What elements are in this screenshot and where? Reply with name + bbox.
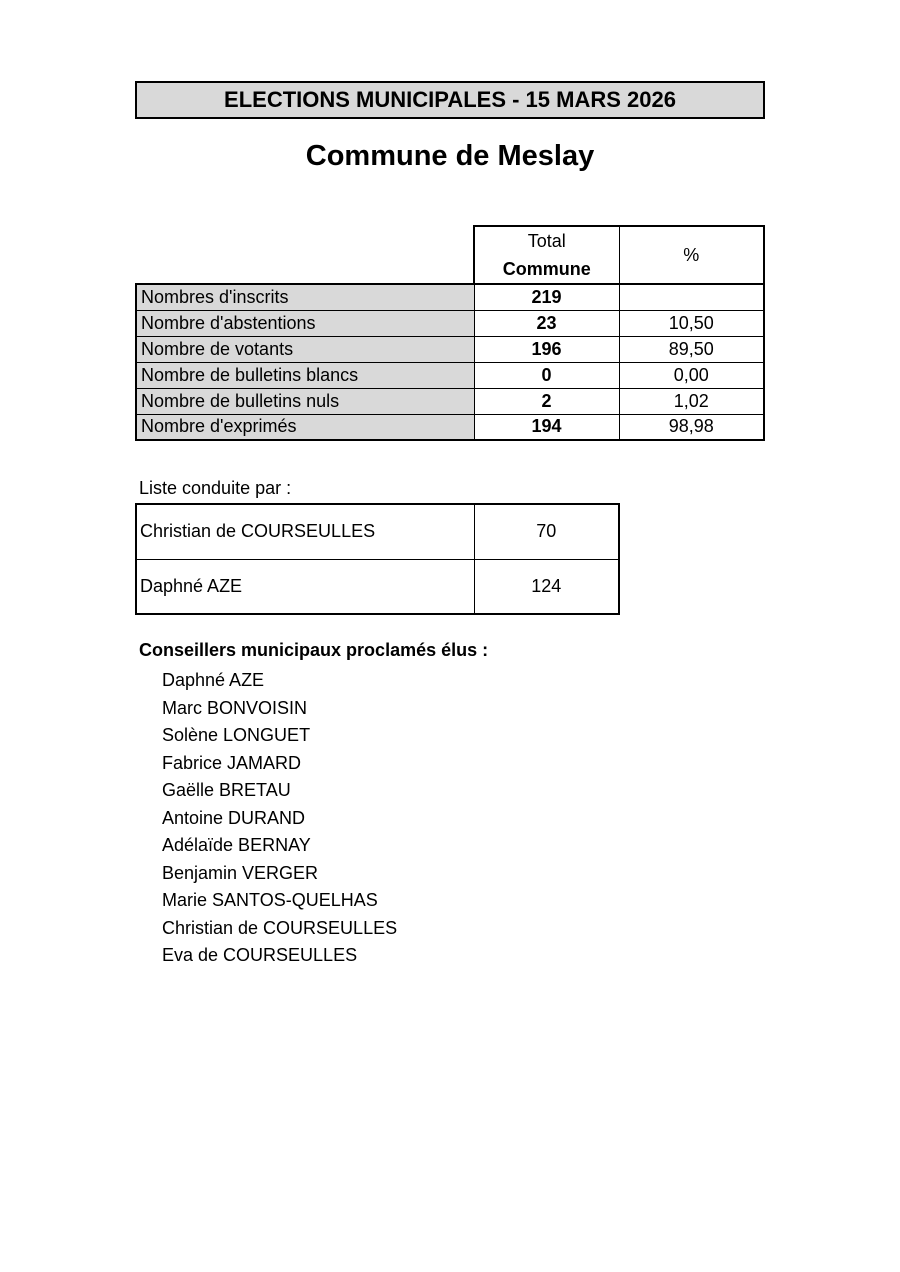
- row-label: Nombre d'exprimés: [136, 414, 474, 440]
- row-percent: 89,50: [619, 336, 764, 362]
- row-total: 0: [474, 362, 619, 388]
- elected-heading: Conseillers municipaux proclamés élus :: [139, 640, 489, 660]
- list-item: Marc BONVOISIN: [162, 697, 308, 718]
- column-header-total-line1: Total: [527, 231, 566, 251]
- candidate-list-row: [136, 559, 619, 614]
- table-row: [136, 362, 764, 388]
- table-row: [136, 336, 764, 362]
- row-label: Nombre de bulletins blancs: [136, 362, 474, 388]
- row-total: 23: [474, 310, 619, 336]
- column-header-total: [474, 226, 619, 284]
- table-row: [136, 310, 764, 336]
- list-item: Adélaïde BERNAY: [162, 835, 311, 855]
- list-item: Gaëlle BRETAU: [162, 780, 291, 800]
- list-votes: 124: [474, 559, 619, 614]
- list-votes: 70: [474, 504, 619, 559]
- header-spacer: [136, 226, 474, 284]
- table-header-row: [136, 226, 764, 284]
- column-header-percent: %: [619, 226, 764, 284]
- page-title: Commune de Meslay: [305, 140, 595, 172]
- row-total: 196: [474, 336, 619, 362]
- results-table: [135, 225, 765, 441]
- list-item: Christian de COURSEULLES: [162, 917, 398, 938]
- candidate-lists-table: [135, 503, 620, 615]
- list-item: Antoine DURAND: [162, 807, 306, 828]
- elected-list: [162, 667, 397, 970]
- list-item: Daphné AZE: [162, 670, 265, 690]
- row-total: 2: [474, 388, 619, 414]
- list-leader-name: Christian de COURSEULLES: [136, 504, 474, 559]
- row-percent: 98,98: [619, 414, 764, 440]
- row-label: Nombre d'abstentions: [136, 310, 474, 336]
- table-row: [136, 414, 764, 440]
- list-item: Eva de COURSEULLES: [162, 945, 358, 965]
- row-percent: 1,02: [619, 388, 764, 414]
- list-item: Solène LONGUET: [162, 725, 311, 745]
- row-percent: 0,00: [619, 362, 764, 388]
- table-row: [136, 388, 764, 414]
- list-item: Marie SANTOS-QUELHAS: [162, 890, 378, 910]
- candidate-list-row: [136, 504, 619, 559]
- list-item: Fabrice JAMARD: [162, 752, 302, 773]
- lists-caption: Liste conduite par :: [139, 478, 292, 498]
- list-item: Benjamin VERGER: [162, 862, 319, 883]
- row-total: 194: [474, 414, 619, 440]
- row-label: Nombres d'inscrits: [136, 284, 474, 310]
- election-banner: ELECTIONS MUNICIPALES - 15 MARS 2026: [135, 81, 765, 119]
- column-header-total-line2: Commune: [502, 259, 591, 279]
- row-label: Nombre de bulletins nuls: [136, 388, 474, 414]
- row-total: 219: [474, 284, 619, 310]
- row-percent: 10,50: [619, 310, 764, 336]
- list-leader-name: Daphné AZE: [136, 559, 474, 614]
- row-label: Nombre de votants: [136, 336, 474, 362]
- table-row: [136, 284, 764, 310]
- row-percent: [619, 284, 764, 310]
